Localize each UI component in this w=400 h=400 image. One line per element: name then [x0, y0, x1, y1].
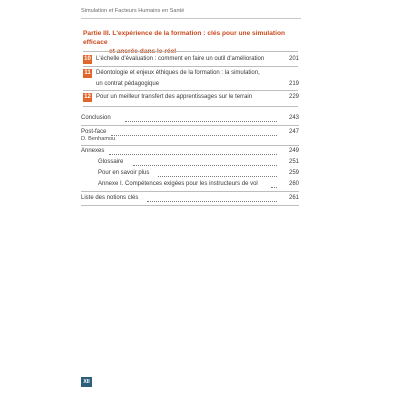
divider [81, 205, 299, 206]
leader-dots [158, 176, 277, 177]
part-title [83, 29, 298, 57]
chapter-page: 229 [288, 94, 299, 100]
leader-dots [111, 135, 277, 136]
toc-entry-page: 251 [288, 159, 299, 165]
toc-entry-annexe-i [81, 180, 299, 189]
divider [81, 125, 299, 126]
chapter-page: 201 [288, 56, 299, 62]
divider [83, 106, 298, 107]
chapter-number-badge: 12 [84, 94, 91, 100]
toc-entry-glossaire [81, 158, 299, 167]
toc-entry-pour-en-savoir-plus [81, 169, 299, 178]
chapter-page: 219 [288, 81, 299, 87]
chapter-number-badge: 10 [84, 56, 91, 62]
chapter-title [96, 55, 277, 64]
toc-entry-liste-notions [81, 194, 299, 203]
toc-entry-label: Annexes [81, 148, 105, 154]
toc-entry-page: 260 [288, 181, 299, 187]
part-title-line2: et ancrée dans le réel [109, 48, 177, 56]
toc-entry-label: Post-face [81, 129, 107, 135]
toc-entry-page: 259 [288, 170, 299, 176]
header-rule [81, 18, 301, 19]
divider [83, 66, 298, 67]
toc-entry-conclusion [81, 114, 299, 123]
leader-dots [133, 165, 277, 166]
divider [81, 191, 299, 192]
toc-entry-label: Liste des notions clés [81, 195, 139, 201]
chapter-title: Pour un meilleur transfert des apprentissages sur le terrain [96, 94, 253, 100]
chapter-title-text: L'échelle d'évaluation : comment en faire un outil d'amélioration [96, 56, 265, 62]
toc-entry-page: 249 [288, 148, 299, 154]
divider [81, 145, 299, 146]
toc-entry-page: 243 [288, 115, 299, 121]
postface-author: D. Benhamou [81, 136, 116, 142]
chapter-title-line2: un contrat pédagogique [96, 81, 160, 87]
part-title-line1: Partie III. L'expérience de la formation : clés pour une simulation efficace [83, 30, 285, 47]
leader-dots [125, 121, 277, 122]
leader-dots [147, 201, 277, 202]
toc-entry-label: Glossaire [98, 159, 124, 165]
toc-entry-label: Pour en savoir plus [98, 170, 150, 176]
toc-entry-annexes [81, 147, 299, 156]
running-head: Simulation et Facteurs Humains en Santé [81, 8, 185, 14]
toc-entry-page: 261 [288, 195, 299, 201]
leader-dots [109, 154, 277, 155]
toc-entry-page: 247 [288, 129, 299, 135]
page-number-folio: XII [81, 377, 92, 387]
chapter-number-badge: 11 [84, 70, 91, 76]
leader-dots [271, 187, 277, 188]
toc-entry-label: Conclusion [81, 115, 111, 121]
chapter-title-line1: Déontologie et enjeux éthiques de la formation : la simulation, [96, 70, 260, 76]
chapter-title [96, 69, 277, 89]
divider [83, 90, 298, 91]
toc-entry-label: Annexe I. Compétences exigées pour les instructeurs de vol [98, 181, 258, 187]
divider [83, 51, 298, 52]
